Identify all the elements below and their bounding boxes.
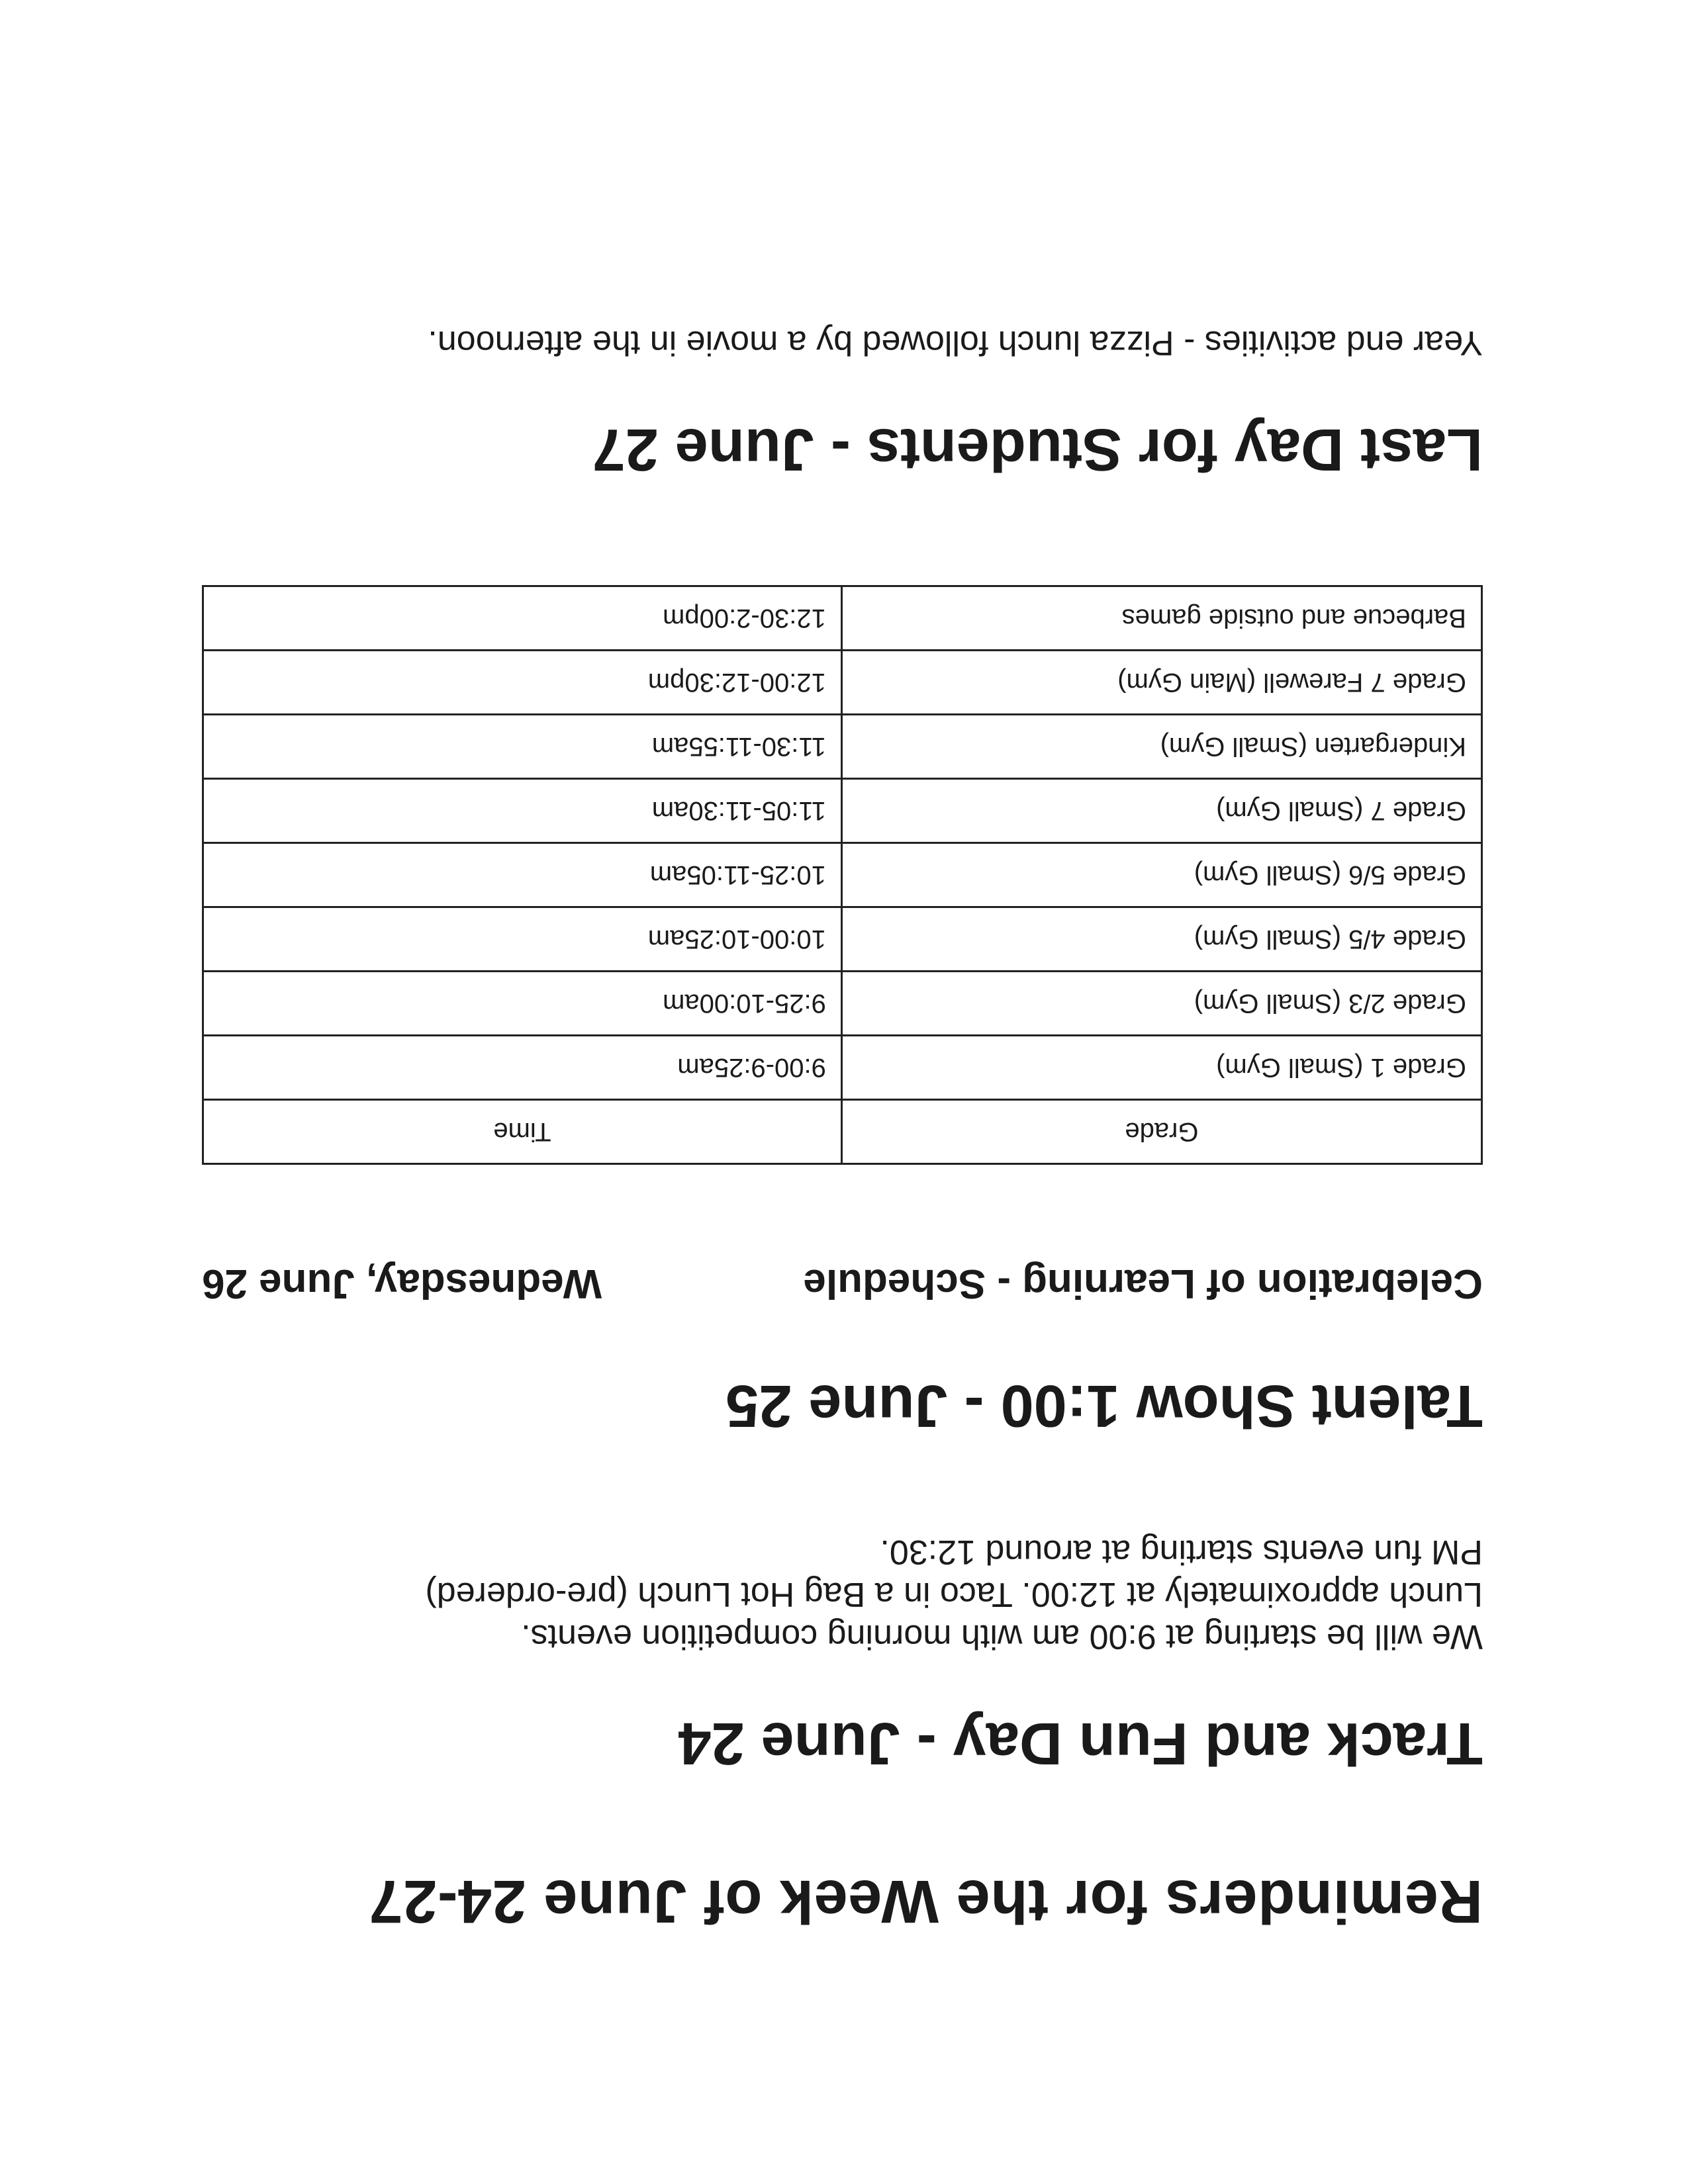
table-header-row (203, 1100, 1482, 1164)
time-cell: 10:00-10:25am (203, 907, 842, 972)
time-cell: 9:25-10:00am (203, 972, 842, 1036)
track-day-description (165, 1531, 1483, 1658)
celebration-header (202, 1254, 1483, 1307)
talent-show-heading: Talent Show 1:00 - June 25 (726, 1373, 1483, 1439)
celebration-date: Wednesday, June 26 (202, 1261, 602, 1306)
track-day-line: PM fun events starting at around 12:30. (880, 1533, 1483, 1571)
grade-cell: Kindergarten (Small Gym) (841, 715, 1481, 779)
time-cell: 10:25-11:05am (203, 843, 842, 907)
grade-cell: Barbecue and outside games (841, 586, 1481, 651)
time-cell: 11:30-11:55am (203, 715, 842, 779)
grade-cell: Grade 7 Farewell (Main Gym) (841, 651, 1481, 715)
time-cell: 9:00-9:25am (203, 1036, 842, 1100)
table-row (203, 779, 1482, 843)
time-cell: 11:05-11:30am (203, 779, 842, 843)
celebration-heading: Celebration of Learning - Schedule (803, 1261, 1483, 1306)
track-day-heading: Track and Fun Day - June 24 (678, 1710, 1483, 1776)
schedule-table (202, 585, 1483, 1165)
time-cell: 12:00-12:30pm (203, 651, 842, 715)
table-row (203, 586, 1482, 651)
grade-cell: Grade 7 (Small Gym) (841, 779, 1481, 843)
grade-cell: Grade 4/5 (Small Gym) (841, 907, 1481, 972)
table-row (203, 843, 1482, 907)
page-title: Reminders for the Week of June 24-27 (368, 1868, 1483, 1935)
grade-cell: Grade 5/6 (Small Gym) (841, 843, 1481, 907)
table-row (203, 972, 1482, 1036)
last-day-description: Year end activities - Pizza lunch followed by a movie in the afternoon. (428, 324, 1483, 362)
grade-cell: Grade 2/3 (Small Gym) (841, 972, 1481, 1036)
column-header-time: Time (203, 1100, 842, 1164)
table-row (203, 715, 1482, 779)
track-day-line: Lunch approximately at 12:00. Taco in a Bag Hot Lunch (pre-ordered) (425, 1575, 1483, 1614)
table-row (203, 1036, 1482, 1100)
last-day-heading: Last Day for Students - June 27 (592, 416, 1483, 482)
table-row (203, 907, 1482, 972)
table-row (203, 651, 1482, 715)
column-header-grade: Grade (841, 1100, 1481, 1164)
track-day-line: We will be starting at 9:00 am with morning competition events. (521, 1617, 1483, 1656)
grade-cell: Grade 1 (Small Gym) (841, 1036, 1481, 1100)
time-cell: 12:30-2:00pm (203, 586, 842, 651)
